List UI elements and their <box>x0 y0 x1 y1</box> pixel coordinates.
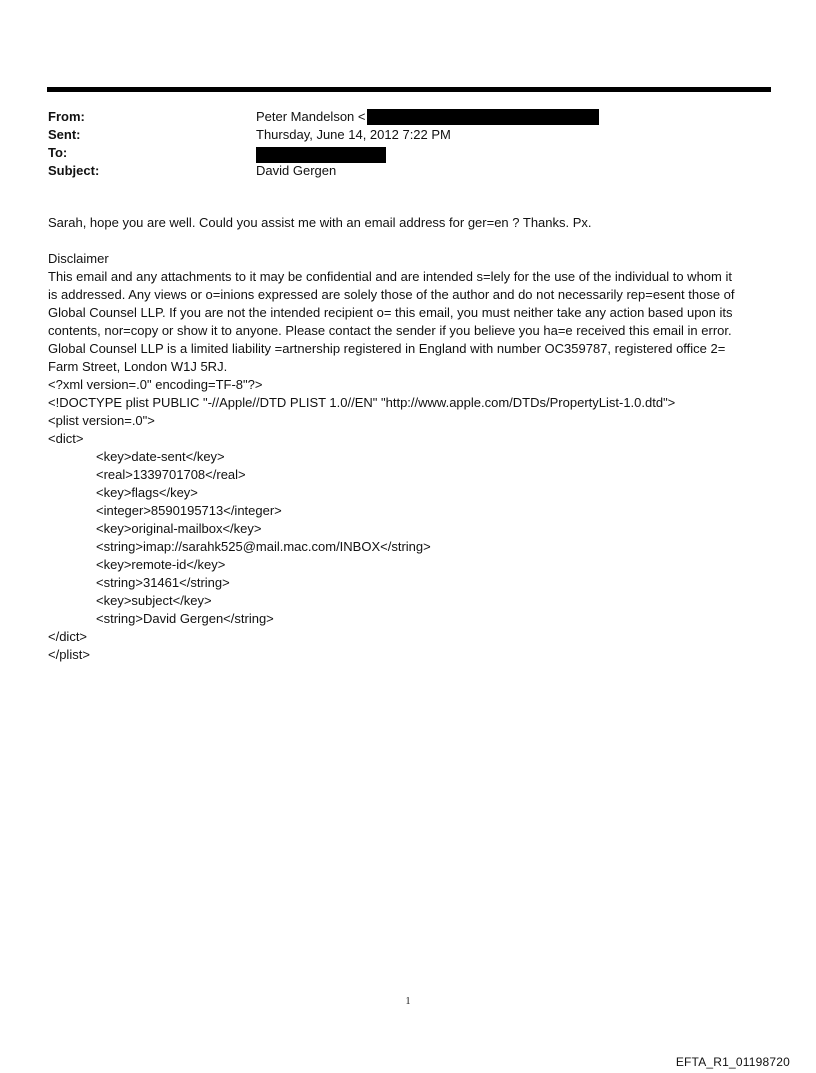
dict-line: <key>flags</key> <box>96 485 198 500</box>
from-value <box>256 108 599 126</box>
dict-line: <string>imap://sarahk525@mail.mac.com/INBOX</string> <box>96 539 431 554</box>
dict-line: <string>David Gergen</string> <box>96 611 274 626</box>
subject-row <box>48 162 768 180</box>
subject-value: David Gergen <box>256 163 337 178</box>
closing-line: </plist> <box>48 647 90 662</box>
from-name: Peter Mandelson < <box>256 109 366 124</box>
email-header <box>48 108 768 180</box>
subject-label: Subject: <box>48 163 100 178</box>
disclaimer-line: contents, nor=copy or show it to anyone. Please contact the sender if you believe you ha=e received this email in error. <box>48 323 732 338</box>
disclaimer-title: Disclaimer <box>48 251 109 266</box>
disclaimer-line: Farm Street, London W1J 5RJ. <box>48 359 228 374</box>
closing-line: </dict> <box>48 629 88 644</box>
disclaimer-line: Global Counsel LLP is a limited liability =artnership registered in England with number OC359787, registered office 2= <box>48 341 726 356</box>
dict-line: <real>1339701708</real> <box>96 467 246 482</box>
to-row <box>48 144 768 162</box>
dict-line: <key>date-sent</key> <box>96 449 225 464</box>
sent-row <box>48 126 768 144</box>
disclaimer-line: Global Counsel LLP. If you are not the intended recipient o= this email, you must neither take any action based upon its <box>48 305 733 320</box>
xml-line: <?xml version=.0" encoding=TF-8"?> <box>48 377 263 392</box>
from-label: From: <box>48 109 85 124</box>
from-row <box>48 108 768 126</box>
page-number: 1 <box>405 996 411 1007</box>
to-label: To: <box>48 145 68 160</box>
document-id: EFTA_R1_01198720 <box>675 1055 790 1069</box>
redaction-box <box>367 109 599 125</box>
xml-line: <plist version=.0"> <box>48 413 155 428</box>
sent-value: Thursday, June 14, 2012 7:22 PM <box>256 127 451 142</box>
sent-label: Sent: <box>48 127 81 142</box>
xml-line: <!DOCTYPE plist PUBLIC "-//Apple//DTD PLIST 1.0//EN" "http://www.apple.com/DTDs/PropertyList-1.0.dtd"> <box>48 395 676 410</box>
disclaimer-line: is addressed. Any views or o=inions expressed are solely those of the author and do not necessarily rep=esent those of <box>48 287 735 302</box>
greeting-text: Sarah, hope you are well. Could you assist me with an email address for ger=en ? Thanks. Px. <box>48 215 592 230</box>
dict-line: <key>subject</key> <box>96 593 212 608</box>
disclaimer-line: This email and any attachments to it may be confidential and are intended s=lely for the use of the individual to whom it <box>48 269 732 284</box>
dict-line: <key>original-mailbox</key> <box>96 521 262 536</box>
email-body <box>48 214 778 664</box>
header-divider <box>47 87 771 92</box>
redaction-box <box>256 147 386 163</box>
dict-line: <string>31461</string> <box>96 575 230 590</box>
dict-line: <integer>8590195713</integer> <box>96 503 282 518</box>
xml-line: <dict> <box>48 431 84 446</box>
dict-line: <key>remote-id</key> <box>96 557 226 572</box>
